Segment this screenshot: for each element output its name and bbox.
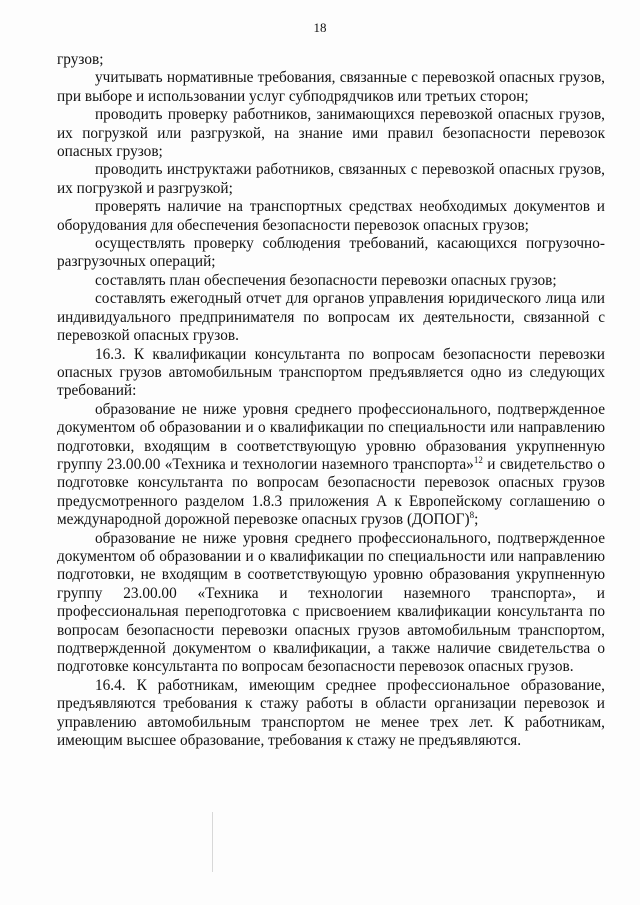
page-number: 18 — [313, 20, 327, 35]
education-option-1-text-a: образование не ниже уровня среднего профессионального, подтвержденное документом об образовании и о квалификации по специальности или направлению подготовки, входящим в соответствующую уровню образования укрупненную группу 23.00.00 «Техника и технологии наземного транспорта» — [57, 400, 605, 473]
scan-artifact-line — [212, 812, 213, 872]
paragraph-worker-check: проводить проверку работников, занимающихся перевозкой опасных грузов, их погрузкой или разгрузкой, на знание ими правил безопасности перевозок опасных грузов; — [57, 106, 605, 161]
paragraph-section-16-3: 16.3. К квалификации консультанта по вопросам безопасности перевозки опасных грузов автомобильным транспортом предъявляется одно из следующих требований: — [57, 345, 605, 400]
paragraph-continuation: грузов; — [57, 51, 104, 68]
paragraph-subcontractors: учитывать нормативные требования, связанные с перевозкой опасных грузов, при выборе и использовании услуг субподрядчиков или третьих сторон; — [57, 69, 605, 105]
paragraph-vehicle-documents: проверять наличие на транспортных средствах необходимых документов и оборудования для обеспечения безопасности перевозок опасных грузов; — [57, 198, 605, 234]
paragraph-education-option-2: образование не ниже уровня среднего профессионального, подтвержденное документом об образовании и о квалификации по специальности или направлению подготовки, не входящим в соответствующую уровню образования укрупненную группу 23.00.00 «Техника и технологии наземного транспорта», и профессиональная переподготовка с присвоением квалификации консультанта по вопросам безопасности перевозки опасных грузов автомобильным транспортом, подтвержденной документом о квалификации, а также наличие свидетельства о подготовке консультанта по вопросам безопасности перевозок опасных грузов. — [57, 529, 605, 676]
paragraph-education-option-1 — [57, 401, 605, 530]
paragraph-loading-operations: осуществлять проверку соблюдения требований, касающихся погрузочно-разгрузочных операций; — [57, 235, 605, 271]
paragraph-section-16-4: 16.4. К работникам, имеющим среднее профессиональное образование, предъявляются требования к стажу работы в области организации перевозок и управлению автомобильным транспортом не менее трех лет. К работникам, имеющим высшее образование, требования к стажу не предъявляются. — [57, 676, 605, 750]
paragraph-briefings: проводить инструктажи работников, связанных с перевозкой опасных грузов, их погрузкой и разгрузкой; — [57, 161, 605, 197]
paragraph-safety-plan: составлять план обеспечения безопасности перевозки опасных грузов; — [95, 271, 557, 289]
education-option-1-text-b: и свидетельство о подготовке консультанта по вопросам безопасности перевозок опасных грузов предусмотренного разделом 1.8.3 приложения А к Европейскому соглашению о международной дорожной перевозке опасных грузов (ДОПОГ) — [57, 455, 605, 529]
footnote-ref-8: 8 — [469, 510, 475, 521]
footnote-ref-12: 12 — [473, 454, 483, 465]
paragraph-annual-report: составлять ежегодный отчет для органов управления юридического лица или индивидуального предпринимателя по вопросам их деятельности, связанной с перевозкой опасных грузов. — [57, 290, 605, 345]
document-body — [57, 51, 605, 750]
education-option-1-text-c: ; — [474, 511, 479, 529]
